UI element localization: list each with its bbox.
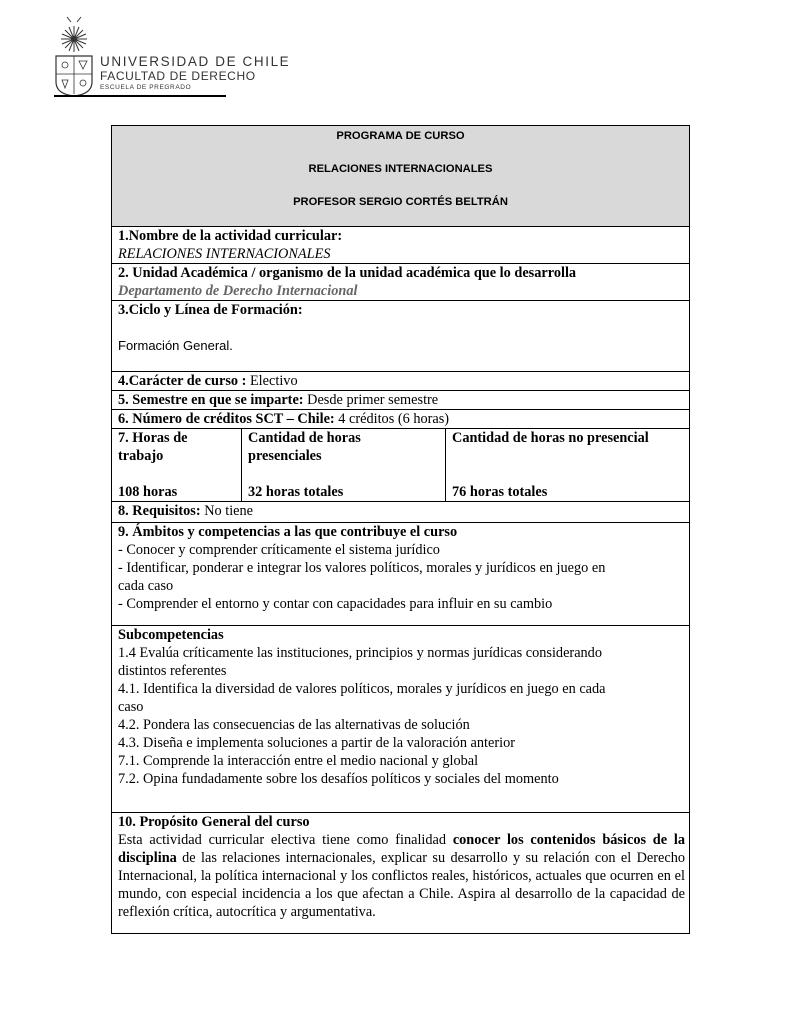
activity-value: RELACIONES INTERNACIONALES — [118, 246, 331, 262]
subcompetency-item: caso — [118, 699, 144, 715]
purpose-text-body: de las relaciones internacionales, explicar su desarrollo y su relación con el Derecho Internacional, la política internacional y los conflictos reales, históricos, actuales que ocurren en el mundo, con especial incidencia a los que afectan a Chile. Aspira al desarrollo de la capacidad de reflexión crítica, autocrítica y argumentativa. — [118, 850, 685, 920]
presential-hours-cell — [242, 429, 446, 502]
semester-label: 5. Semestre en que se imparte: — [118, 392, 308, 408]
competencies-row — [112, 523, 690, 626]
requirements-label: 8. Requisitos: — [118, 503, 205, 519]
cycle-label: 3.Ciclo y Línea de Formación: — [118, 302, 303, 318]
title-cell — [112, 126, 690, 227]
subcompetency-item: 7.1. Comprende la interacción entre el medio nacional y global — [118, 753, 479, 769]
presential-hours-label-1: Cantidad de horas — [248, 430, 361, 446]
subcompetency-item: 4.1. Identifica la diversidad de valores políticos, morales y jurídicos en juego en cada — [118, 681, 606, 697]
work-hours-value: 108 horas — [118, 484, 178, 500]
course-title: RELACIONES INTERNACIONALES — [308, 163, 493, 175]
cycle-row — [112, 301, 690, 372]
credits-label: 6. Número de créditos SCT – Chile: — [118, 411, 339, 427]
character-label: 4.Carácter de curso : — [118, 373, 250, 389]
subcompetency-item: 7.2. Opina fundadamente sobre los desafíos políticos y sociales del momento — [118, 771, 559, 787]
program-title: PROGRAMA DE CURSO — [336, 130, 465, 142]
purpose-cell — [112, 813, 690, 934]
header-divider — [54, 95, 226, 97]
semester-row — [112, 391, 690, 410]
faculty-name: FACULTAD DE DERECHO — [100, 69, 256, 83]
nonpresential-hours-cell — [446, 429, 690, 502]
character-value: Electivo — [249, 373, 298, 389]
subcompetencies-row — [112, 626, 690, 813]
competencies-label: 9. Ámbitos y competencias a las que contribuye el curso — [118, 524, 458, 540]
title-row — [112, 126, 690, 227]
work-hours-label-1: 7. Horas de — [118, 430, 188, 446]
course-program-table — [111, 125, 690, 934]
credits-value: 4 créditos (6 horas) — [338, 411, 450, 427]
subcompetency-item: distintos referentes — [118, 663, 227, 679]
university-logo — [54, 12, 291, 97]
requirements-value: No tiene — [204, 503, 254, 519]
subcompetency-item: 4.2. Pondera las consecuencias de las alternativas de solución — [118, 717, 470, 733]
university-crest-icon — [54, 12, 94, 96]
cycle-value: Formación General. — [118, 338, 233, 353]
requirements-row — [112, 502, 690, 523]
purpose-text-highlight: conocer los contenidos básicos de la disciplina — [118, 832, 685, 866]
nonpresential-hours-value: 76 horas totales — [452, 484, 548, 500]
purpose-text-intro: Esta actividad curricular electiva tiene como finalidad — [118, 832, 453, 848]
subcompetency-item: 4.3. Diseña e implementa soluciones a partir de la valoración anterior — [118, 735, 515, 751]
subcompetencies-label: Subcompetencias — [118, 627, 224, 643]
credits-row — [112, 410, 690, 429]
competencies-cell — [112, 523, 690, 626]
character-cell — [112, 372, 690, 391]
credits-cell — [112, 410, 690, 429]
competency-item: - Comprender el entorno y contar con capacidades para influir en su cambio — [118, 596, 553, 612]
work-hours-cell — [112, 429, 242, 502]
semester-cell — [112, 391, 690, 410]
purpose-row — [112, 813, 690, 934]
hours-row — [112, 429, 690, 502]
subcompetencies-cell — [112, 626, 690, 813]
unit-row — [112, 264, 690, 301]
activity-row — [112, 227, 690, 264]
unit-value: Departamento de Derecho Internacional — [118, 283, 358, 299]
competency-item: cada caso — [118, 578, 174, 594]
purpose-text — [118, 832, 685, 920]
presential-hours-label-2: presenciales — [248, 448, 322, 464]
semester-value: Desde primer semestre — [307, 392, 439, 408]
work-hours-label-2: trabajo — [118, 448, 164, 464]
presential-hours-value: 32 horas totales — [248, 484, 344, 500]
nonpresential-hours-label: Cantidad de horas no presencial — [452, 430, 649, 446]
subcompetency-item: 1.4 Evalúa críticamente las instituciones, principios y normas jurídicas considerando — [118, 645, 602, 661]
cycle-cell — [112, 301, 690, 372]
activity-cell — [112, 227, 690, 264]
competency-item: - Conocer y comprender críticamente el sistema jurídico — [118, 542, 440, 558]
requirements-cell — [112, 502, 690, 523]
unit-label: 2. Unidad Académica / organismo de la unidad académica que lo desarrolla — [118, 265, 577, 281]
character-row — [112, 372, 690, 391]
purpose-label: 10. Propósito General del curso — [118, 814, 310, 830]
school-name: ESCUELA DE PREGRADO — [100, 84, 192, 91]
professor-title: PROFESOR SERGIO CORTÉS BELTRÁN — [293, 196, 508, 208]
activity-label: 1.Nombre de la actividad curricular: — [118, 228, 343, 244]
unit-cell — [112, 264, 690, 301]
competency-item: - Identificar, ponderar e integrar los valores políticos, morales y jurídicos en juego en — [118, 560, 606, 576]
institution-name: UNIVERSIDAD DE CHILE — [100, 54, 291, 69]
